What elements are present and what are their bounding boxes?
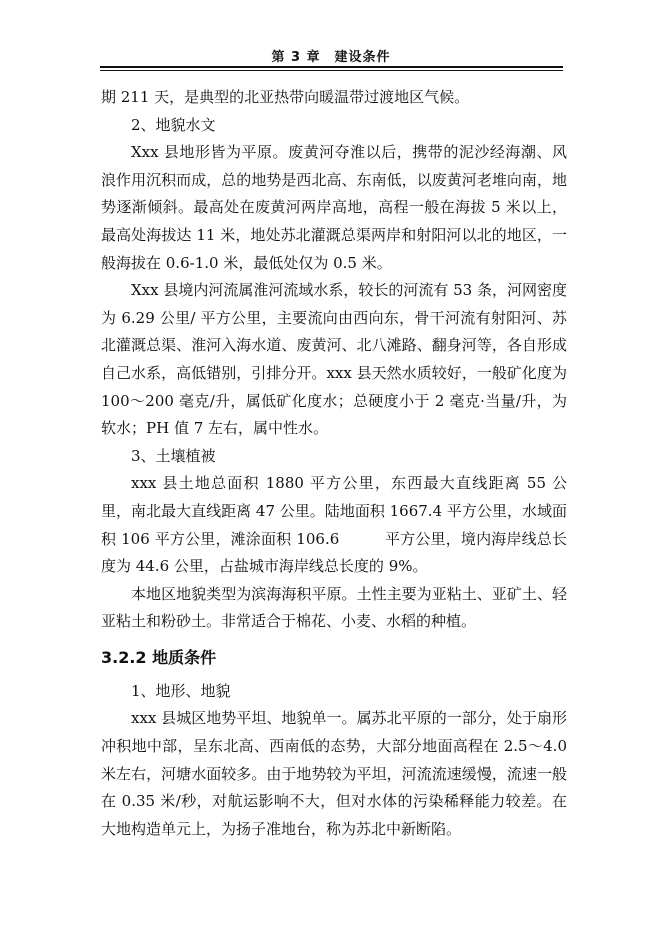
paragraph-landform-type: 本地区地貌类型为滨海海积平原。土性主要为亚粘土、亚矿土、轻亚粘土和粉砂土。非常适合于棉花、小麦、水稻的种植。 [101, 584, 567, 631]
paragraph-geology: xxx 县城区地势平坦、地貌单一。属苏北平原的一部分，处于扇形冲积地中部，呈东北高、西南低的态势，大部分地面高程在 2.5～4.0 米左右，河塘水面较多。由于地势较为平坦，河流流速缓慢，流速一般在 0.35 米/秒，对航运影响不大，但对水体的污染稀释能力较差。在大地构造单元上，为扬子准地台，称为苏北中新断陷。 [101, 709, 567, 838]
continued-paragraph: 期 211 天，是典型的北亚热带向暖温带过渡地区气候。 [101, 88, 470, 106]
paragraph-land-area: xxx 县土地总面积 1880 平方公里，东西最大直线距离 55 公里，南北最大直线距离 47 公里。陆地面积 1667.4 平方公里，水域面积 106 平方公里，滩涂面积 106.6 平方公里，境内海岸线总长度为 44.6 公里，占盐城市海岸线总长度的 9%。 [101, 474, 567, 576]
subheading-soil-vegetation: 3、土壤植被 [131, 446, 216, 465]
paragraph-rivers: Xxx 县境内河流属淮河流域水系，较长的河流有 53 条，河网密度为 6.29 公里/ 平方公里，主要流向由西向东，骨干河流有射阳河、苏北灌溉总渠、淮河入海水道、废黄河、北八滩路、翻身河等，各自形成自己水系，高低错别，引排分开。xxx 县天然水质较好，一般矿化度为 100～200 毫克/升，属低矿化度水；总硬度小于 2 毫克·当量/升，为软水；PH 值 7 左右，属中性水。 [101, 281, 567, 438]
subheading-terrain-landform: 1、地形、地貌 [131, 681, 231, 700]
chapter-title: 第 3 章 建设条件 [271, 50, 391, 65]
section-heading-geology: 3.2.2 地质条件 [101, 647, 217, 667]
header-rule-thick [100, 66, 563, 68]
subheading-landform-hydrology: 2、地貌水文 [131, 115, 216, 134]
document-body [101, 84, 567, 843]
paragraph-terrain: Xxx 县地形皆为平原。废黄河夺淮以后，携带的泥沙经海潮、风浪作用沉积而成，总的地势是西北高、东南低，以废黄河老堆向南，地势逐渐倾斜。最高处在废黄河两岸高地，高程一般在海拔 5 米以上，最高处海拔达 11 米，地处苏北灌溉总渠两岸和射阳河以北的地区，一般海拔在 0.6-1.0 米，最低处仅为 0.5 米。 [101, 143, 567, 272]
header-rule-thin [100, 70, 563, 71]
